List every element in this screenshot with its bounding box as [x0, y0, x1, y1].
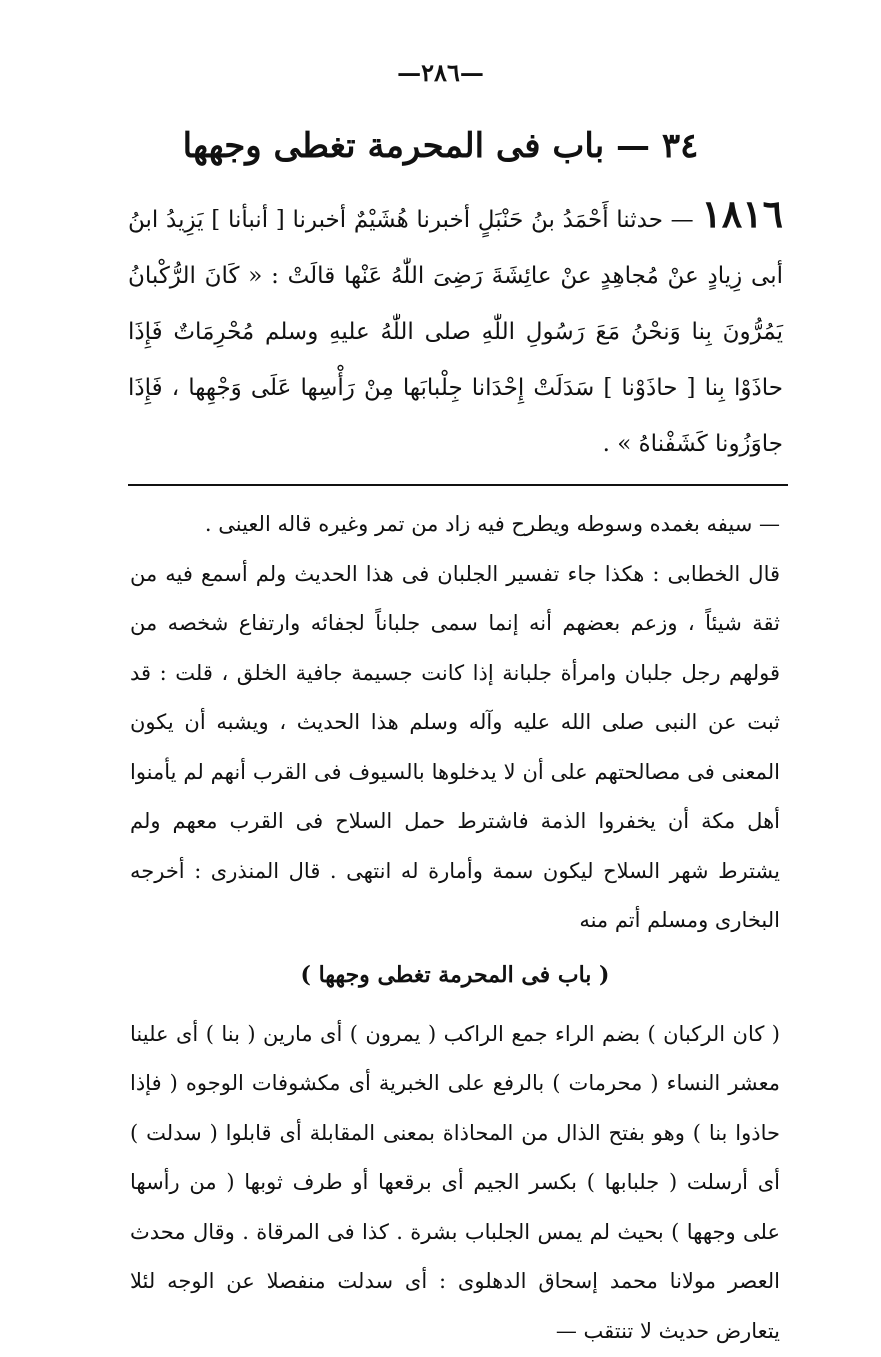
commentary-paragraph: — سيفه بغمده وسوطه ويطرح فيه زاد من تمر وغيره قاله العينى . — [204, 512, 780, 536]
page-number: —٢٨٦— — [397, 58, 484, 87]
hadith-number: ١٨١٦ — [701, 191, 784, 236]
commentary-heading: ( باب فى المحرمة تغطى وجهها ) — [300, 961, 610, 988]
footnote-divider — [128, 484, 788, 486]
commentary-paragraph: قال الخطابى : هكذا جاء تفسير الجلبان فى هذا الحديث ولم أسمع فيه من ثقة شيئاً ، وزعم بعضهم أنه إنما سمى جلباناً لجفائه وارتفاع شخصه من قولهم رجل جلبان وامرأة جلبانة إذا كانت جسيمة جافية الخلق ، قلت : قد ثبت عن النبى صلى الله عليه وآله وسلم هذا الحديث ، ويشبه أن يكون المعنى فى مصالحتهم على أن لا يدخلوها بالسيوف فى القرب أنهم لم يأمنوا أهل مكة أن يخفروا الذمة فاشترط حمل السلاح فى القرب معهم ولم يشترط شهر السلاح ليكون سمة وأمارة له انتهى . قال المنذرى : أخرجه البخارى ومسلم أتم منه — [130, 561, 780, 932]
chapter-title: ٣٤ — باب فى المحرمة تغطى وجهها — [182, 126, 699, 166]
hadith-text-block — [128, 186, 783, 472]
hadith-body: — حدثنا أَحْمَدُ بنُ حَنْبَلٍ أخبرنا هُشَيْمٌ أخبرنا [ أنبأنا ] يَزِيدُ ابنُ أبى زِيادٍ عنْ مُجاهِدٍ عنْ عائِشَةَ رَضِىَ اللّٰهُ عَنْها قالَتْ : « كَانَ الرُّكْبانُ يَمُرُّونَ بِنا وَنحْنُ مَعَ رَسُولِ اللّٰهِ صلى اللّٰهُ عليهِ وسلم مُحْرِمَاتٌ فَإِذَا حاذَوْا بِنا [ حاذَوْنا ] سَدَلَتْ إِحْدَانا جِلْبابَها مِنْ رَأْسِها عَلَى وَجْهِها ، فَإِذَا جاوَزُونا كَشَفْناهُ » . — [128, 207, 783, 457]
commentary-paragraph: ( كان الركبان ) بضم الراء جمع الراكب ( يمرون ) أى مارين ( بنا ) أى علينا معشر النساء ( محرمات ) بالرفع على الخبرية أى مكشوفات الوجوه ( فإذا حاذوا بنا ) وهو بفتح الذال من المحاذاة بمعنى المقابلة أى قابلوا ( سدلت ) أى أرسلت ( جلبابها ) بكسر الجيم أى برقعها أو طرف ثوبها ( من رأسها على وجهها ) بحيث لم يمس الجلباب بشرة . كذا فى المرقاة . وقال محدث العصر مولانا محمد إسحاق الدهلوى : أى سدلت منفصلا عن الوجه لئلا يتعارض حديث لا تنتقب — — [130, 1021, 780, 1343]
commentary-block — [130, 500, 780, 1356]
